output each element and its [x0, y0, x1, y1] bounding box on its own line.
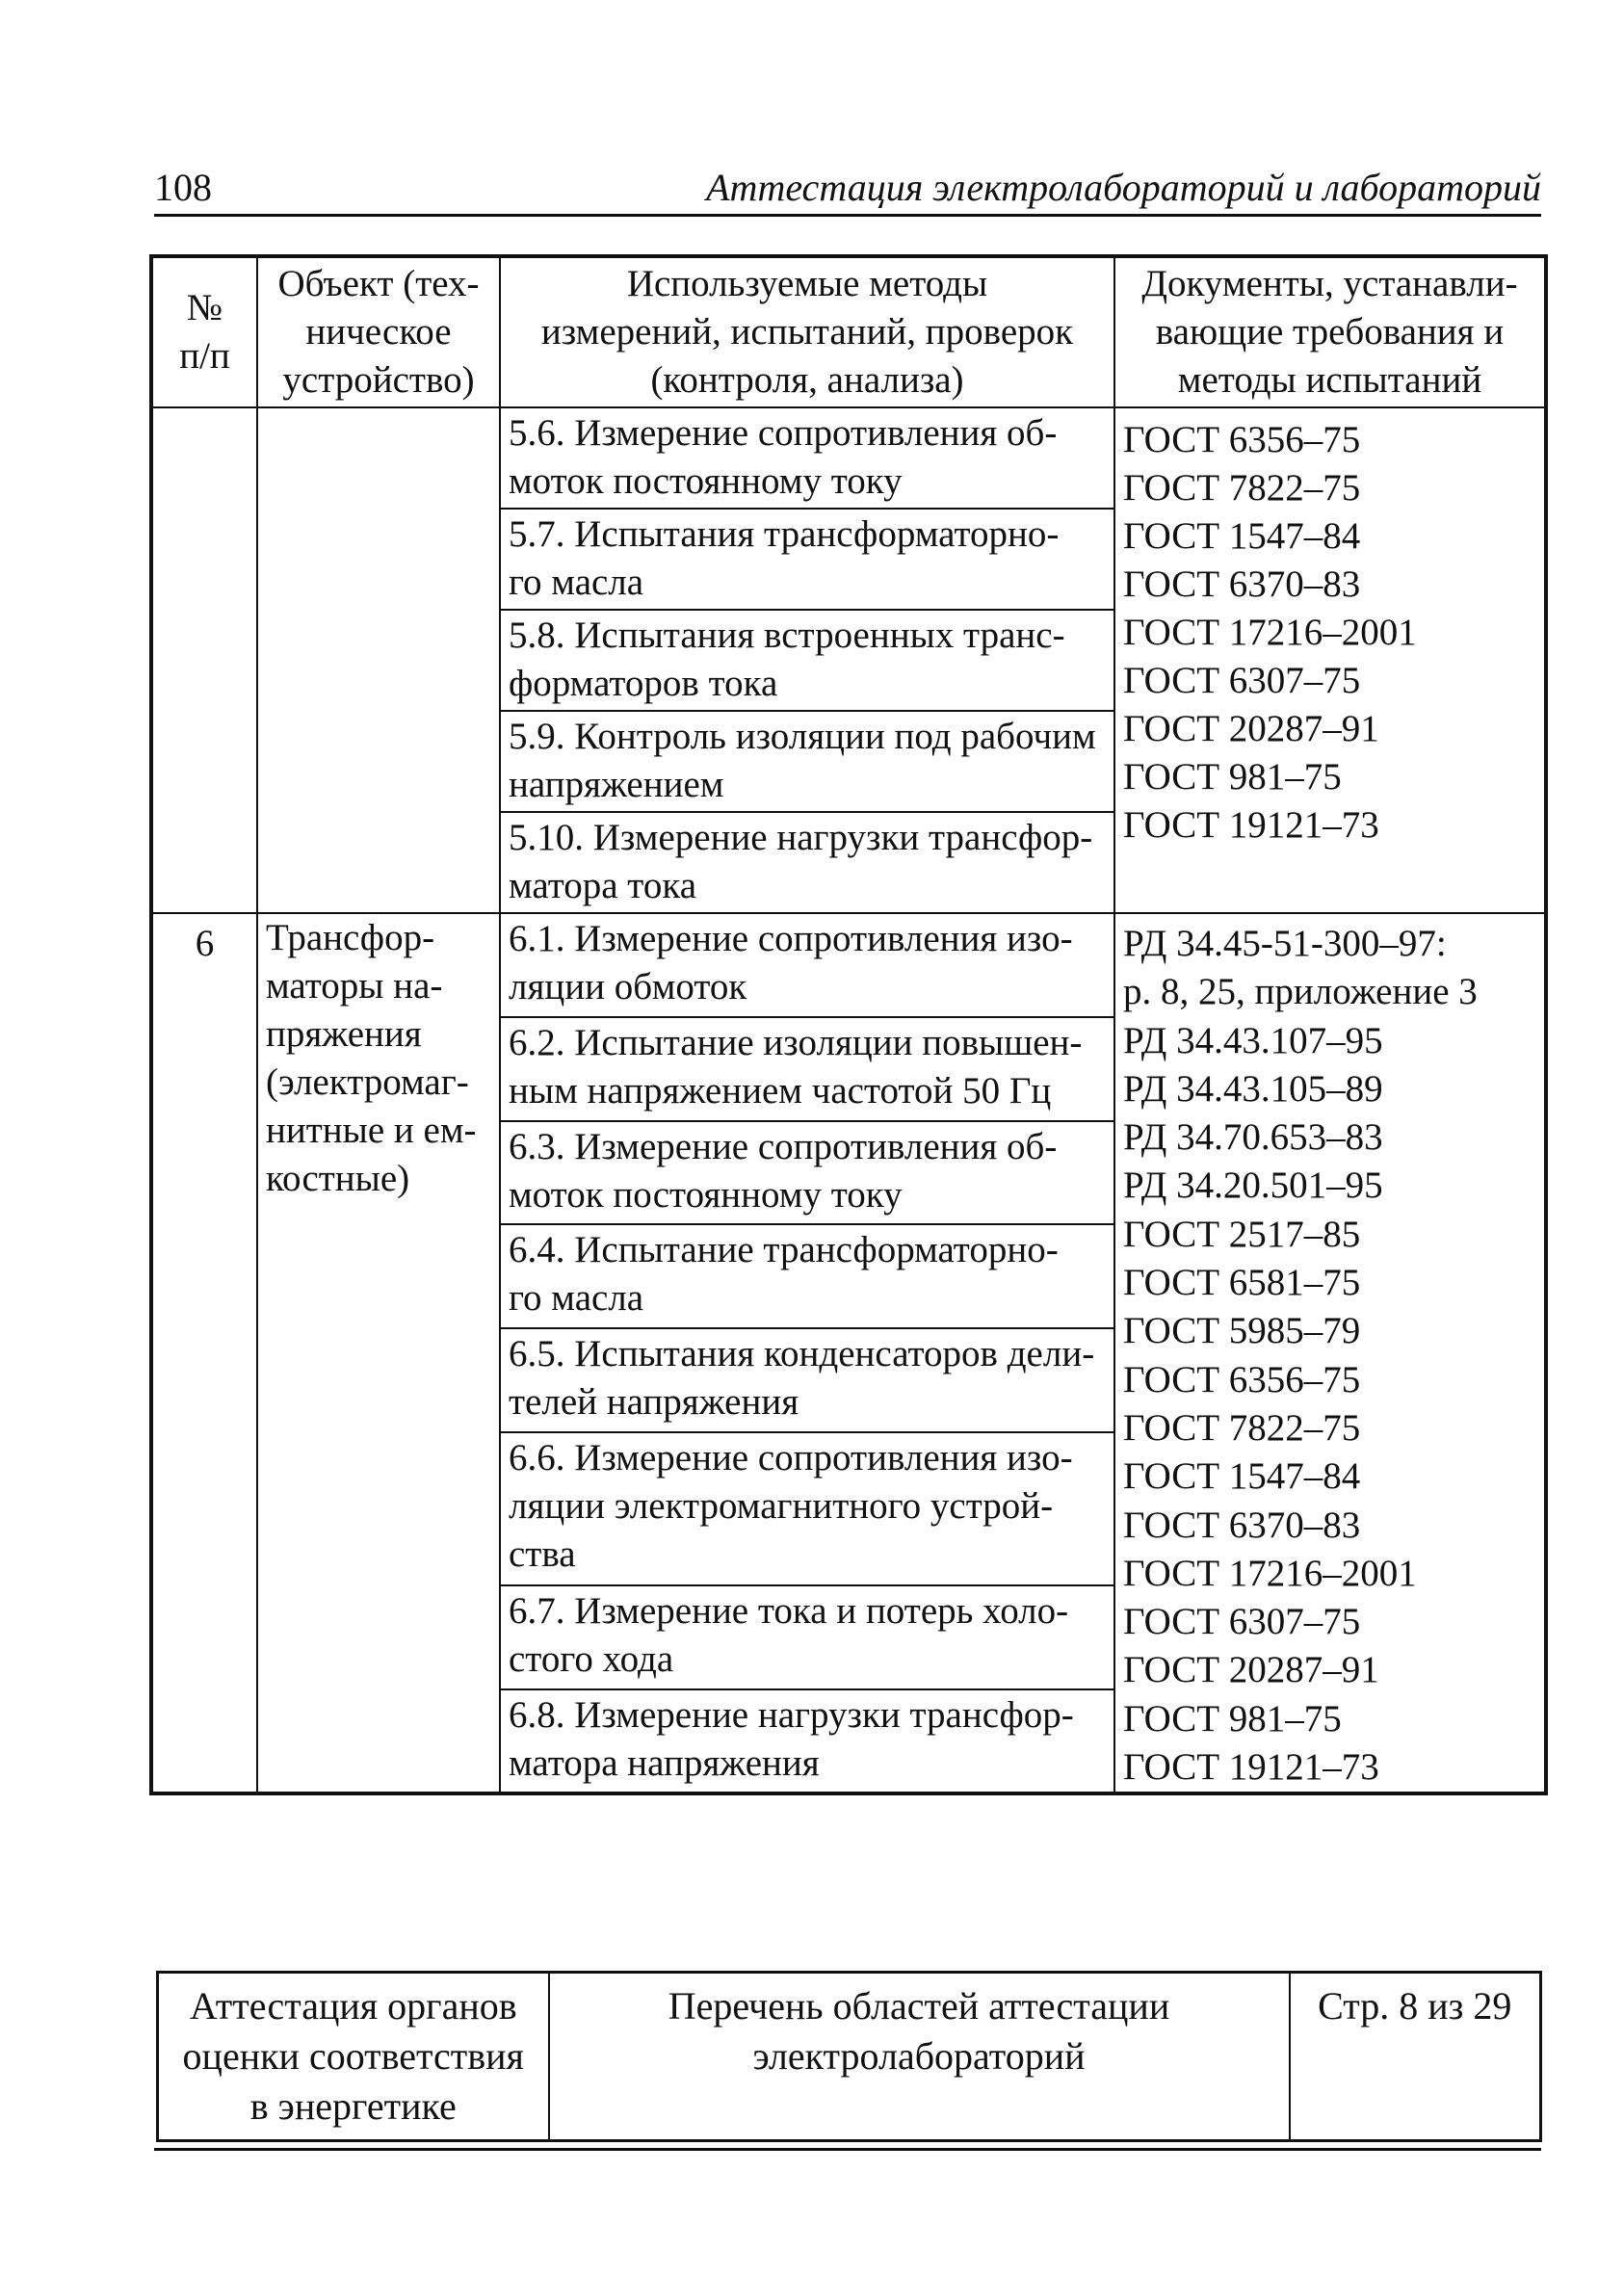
- footer-organization: Аттестация органов оценки соответствия в энергетике: [158, 1973, 549, 2141]
- footer-rule: [154, 2148, 1541, 2151]
- method-cell: 6.1. Измерение сопротивления изо- ляции обмоток: [500, 913, 1114, 1017]
- attestation-table: [149, 254, 1548, 1795]
- method-cell: 6.2. Испытание изоляции повышен- ным напряжением частотой 50 Гц: [500, 1017, 1114, 1121]
- method-cell: 6.7. Измерение тока и потерь холо- стого хода: [500, 1585, 1114, 1689]
- running-title: Аттестация электролабораторий и лабораторий: [706, 166, 1541, 209]
- column-header-methods: Используемые методы измерений, испытаний, проверок (контроля, анализа): [500, 256, 1114, 407]
- footer-table: [156, 1971, 1542, 2142]
- footer-page-count: Стр. 8 из 29: [1290, 1973, 1541, 2141]
- object-cell: [257, 407, 500, 913]
- method-cell: 5.6. Измерение сопротивления об- моток постоянному току: [500, 407, 1114, 509]
- table-row: [151, 407, 1546, 509]
- page-header: [154, 160, 1541, 217]
- method-cell: 6.6. Измерение сопротивления изо- ляции электромагнитного устрой- ства: [500, 1432, 1114, 1585]
- method-cell: 5.9. Контроль изоляции под рабочим напряжением: [500, 711, 1114, 812]
- method-cell: 5.10. Измерение нагрузки трансфор- матора тока: [500, 812, 1114, 913]
- table-header-row: [151, 256, 1546, 407]
- method-cell: 6.4. Испытание трансформаторно- го масла: [500, 1224, 1114, 1328]
- method-cell: 6.5. Испытания конденсаторов дели- телей напряжения: [500, 1328, 1114, 1432]
- footer-row: [158, 1973, 1541, 2141]
- column-header-documents: Документы, устанавли- вающие требования и методы испытаний: [1114, 256, 1546, 407]
- column-header-number: № п/п: [151, 256, 257, 407]
- method-cell: 5.8. Испытания встроенных транс- форматоров тока: [500, 610, 1114, 711]
- row-number-cell: [151, 407, 257, 913]
- table-row: [151, 913, 1546, 1017]
- page-number: 108: [154, 166, 212, 209]
- footer-document-title: Перечень областей аттестации электролабораторий: [549, 1973, 1290, 2141]
- row-number-cell: 6: [151, 913, 257, 1793]
- method-cell: 6.3. Измерение сопротивления об- моток постоянному току: [500, 1121, 1114, 1225]
- method-cell: 5.7. Испытания трансформаторно- го масла: [500, 509, 1114, 610]
- method-cell: 6.8. Измерение нагрузки трансфор- матора напряжения: [500, 1689, 1114, 1794]
- documents-cell: РД 34.45-51-300–97: р. 8, 25, приложение 3 РД 34.43.107–95 РД 34.43.105–89 РД 34.70.653–83 РД 34.20.501–95 ГОСТ 2517–85 ГОСТ 6581–75 ГОСТ 5985–79 ГОСТ 6356–75 ГОСТ 7822–75 ГОСТ 1547–84 ГОСТ 6370–83 ГОСТ 17216–2001 ГОСТ 6307–75 ГОСТ 20287–91 ГОСТ 981–75 ГОСТ 19121–73: [1114, 913, 1546, 1793]
- object-cell: Трансфор- маторы на- пряжения (электромаг- нитные и ем- костные): [257, 913, 500, 1793]
- column-header-object: Объект (тех- ническое устройство): [257, 256, 500, 407]
- documents-cell: ГОСТ 6356–75 ГОСТ 7822–75 ГОСТ 1547–84 ГОСТ 6370–83 ГОСТ 17216–2001 ГОСТ 6307–75 ГОСТ 20287–91 ГОСТ 981–75 ГОСТ 19121–73: [1114, 407, 1546, 913]
